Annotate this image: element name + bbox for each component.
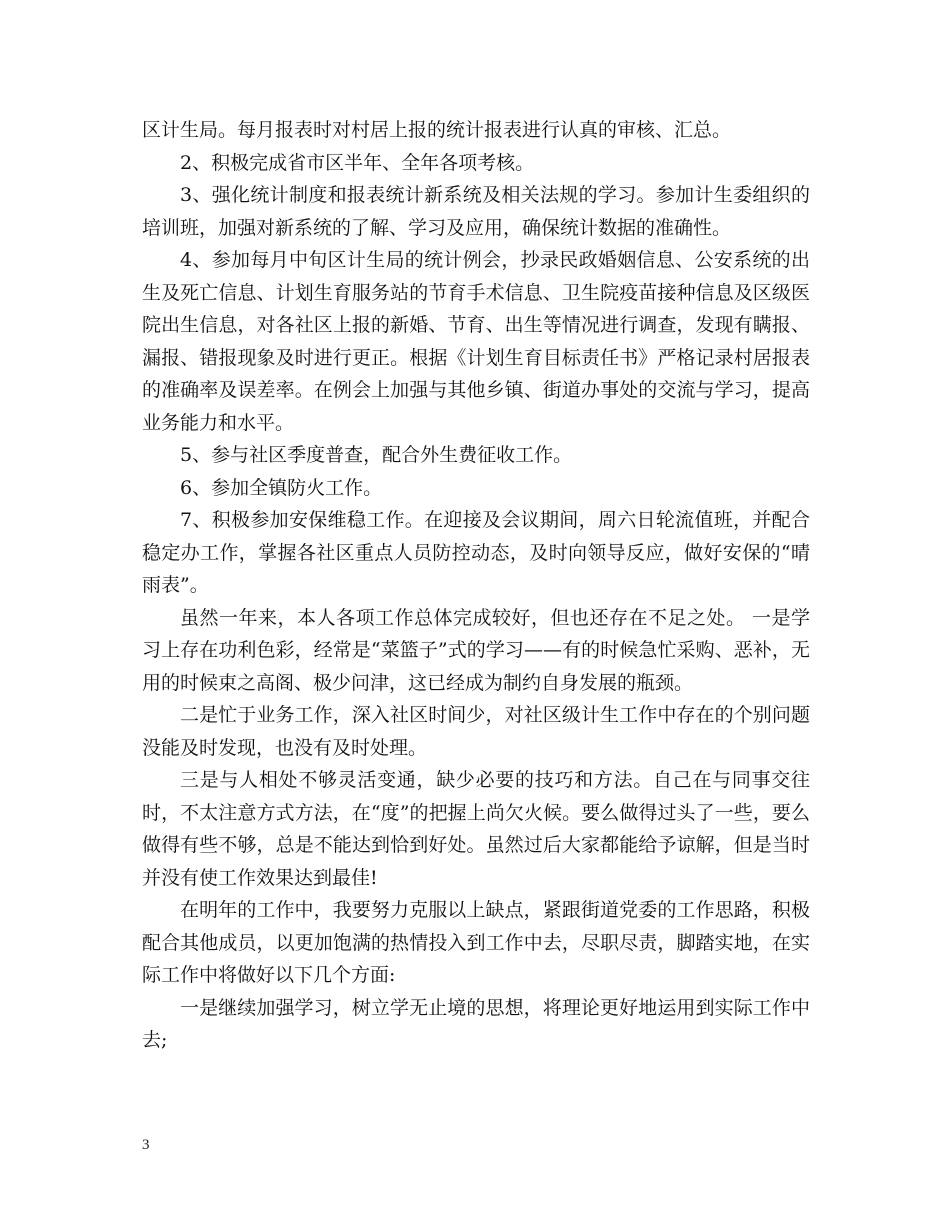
paragraph-7: 7、积极参加安保维稳工作。在迎接及会议期间，周六日轮流值班，并配合稳定办工作，掌握各社区重点人员防控动态，及时向领导反应，做好安保的“晴雨表”。 — [142, 509, 810, 596]
paragraph-8: 虽然一年来，本人各项工作总体完成较好，但也还存在不足之处。 一是学习上存在功利色彩，经常是“菜篮子”式的学习——有的时候急忙采购、恶补，无用的时候束之高阁、极少问津，这已经成为制约自身发展的瓶颈。 — [142, 606, 810, 694]
paragraph-9: 二是忙于业务工作，深入社区时间少，对社区级计生工作中存在的个别问题没能及时发现，也没有及时处理。 — [142, 704, 810, 759]
paragraph-1: 区计生局。每月报表时对村居上报的统计报表进行认真的审核、汇总。 — [142, 119, 732, 141]
paragraph-12: 一是继续加强学习，树立学无止境的思想，将理论更好地运用到实际工作中去; — [142, 996, 810, 1051]
paragraph-5: 5、参与社区季度普查，配合外生费征收工作。 — [180, 444, 573, 466]
paragraph-10: 三是与人相处不够灵活变通，缺少必要的技巧和方法。自己在与同事交往时，不太注意方式方法，在“度”的把握上尚欠火候。要么做得过头了一些，要么做得有些不够，总是不能达到恰到好处。虽然过后大家都能给予谅解，但是当时并没有使工作效果达到最佳! — [142, 769, 810, 889]
paragraph-11: 在明年的工作中，我要努力克服以上缺点，紧跟街道党委的工作思路，积极配合其他成员，以更加饱满的热情投入到工作中去，尽职尽责，脚踏实地，在实际工作中将做好以下几个方面: — [142, 899, 810, 986]
document-body — [142, 114, 810, 1057]
page-number: 3 — [142, 1137, 150, 1153]
paragraph-2: 2、积极完成省市区半年、全年各项考核。 — [180, 151, 535, 174]
paragraph-6: 6、参加全镇防火工作。 — [180, 476, 383, 499]
paragraph-4: 4、参加每月中旬区计生局的统计例会，抄录民政婚姻信息、公安系统的出生及死亡信息、计划生育服务站的节育手术信息、卫生院疫苗接种信息及区级医院出生信息，对各社区上报的新婚、节育、出生等情况进行调查，发现有瞒报、漏报、错报现象及时进行更正。根据《计划生育目标责任书》严格记录村居报表的准确率及误差率。在例会上加强与其他乡镇、街道办事处的交流与学习，提高业务能力和水平。 — [142, 249, 810, 434]
paragraph-3: 3、强化统计制度和报表统计新系统及相关法规的学习。参加计生委组织的培训班，加强对新系统的了解、学习及应用，确保统计数据的准确性。 — [142, 184, 810, 239]
